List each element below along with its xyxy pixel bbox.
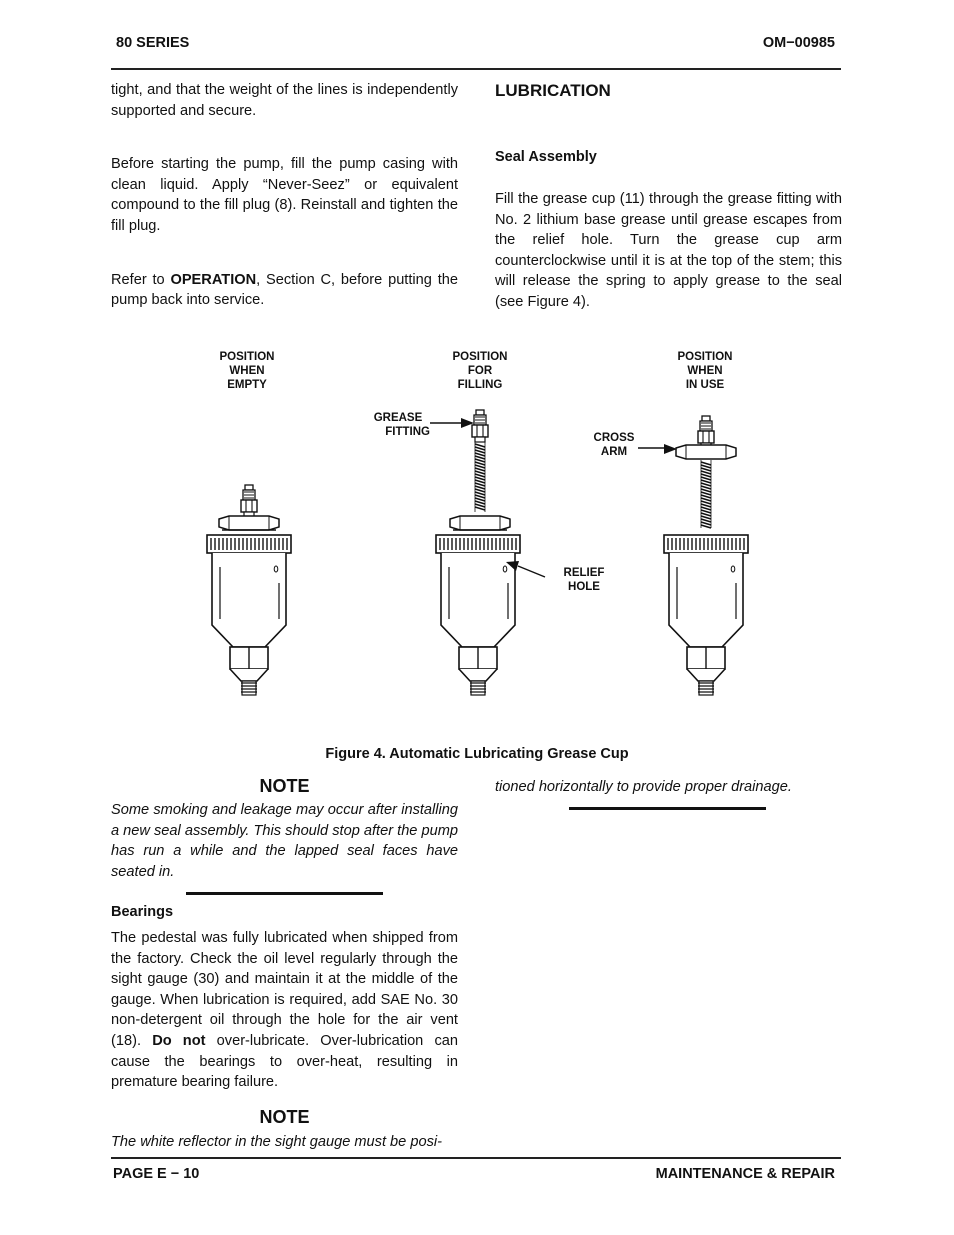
note-heading-1: NOTE — [259, 776, 310, 796]
stem-spring-in-use — [701, 462, 711, 528]
note-text-2-left: The white reflector in the sight gauge must be posi- — [111, 1134, 442, 1150]
label-position-in-use: POSITION WHEN IN USE — [677, 351, 733, 391]
paragraph-lines-support: tight, and that the weight of the lines is independently supported and secure. — [111, 82, 458, 119]
do-not-emphasis: Do not — [152, 1032, 206, 1049]
grease-cup-filling — [436, 410, 520, 695]
grease-cup-empty — [207, 485, 291, 695]
paragraph-refer-operation: Refer to OPERATION, Section C, before putting the pump back into service. — [111, 271, 458, 309]
grease-cup-in-use — [664, 416, 748, 695]
note-divider-2 — [569, 807, 766, 810]
note-heading-2: NOTE — [259, 1107, 310, 1127]
header-doc-number: OM−00985 — [762, 35, 835, 51]
note-text-1: Some smoking and leakage may occur after installing a new seal assembly. This should stop after the pump has run a while and the lapped seal faces have seated in. — [111, 802, 458, 880]
paragraph-bearings: The pedestal was fully lubricated when shipped from the factory. Check the oil level regularly through the sight gauge (30) and maintain it at the middle of the gauge. When lubrication is required, add SAE No. 30 non-detergent oil through the hole for the air vent (18). Do not over-lubricate. Over-lubrication can cause the bearings to over-heat, resulting in premature bearing failure. — [111, 930, 459, 1091]
paragraph-fill-casing: Before starting the pump, fill the pump casing with clean liquid. Apply “Never-Seez” or equivalent compound to the fill plug (8). Reinstall and tighten the fill plug. — [111, 156, 458, 234]
footer-page-number: PAGE E − 10 — [113, 1166, 200, 1182]
lubrication-heading: LUBRICATION — [495, 81, 611, 100]
label-cross-arm: CROSS ARM — [593, 432, 635, 458]
operation-reference: OPERATION — [170, 271, 257, 288]
header-series: 80 SERIES — [116, 35, 190, 51]
label-relief-hole: RELIEF HOLE — [563, 567, 605, 593]
footer-rule — [111, 1157, 841, 1159]
bearings-heading: Bearings — [111, 904, 174, 920]
footer-section: MAINTENANCE & REPAIR — [655, 1166, 835, 1182]
note-divider-1 — [186, 892, 383, 895]
figure-caption: Figure 4. Automatic Lubricating Grease Cup — [325, 746, 629, 762]
stem-spring-filling — [475, 444, 485, 510]
paragraph-grease-cup: Fill the grease cup (11) through the grease fitting with No. 2 lithium base grease until grease escapes from the relief hole. Turn the grease cup arm counterclockwise until it is at the top of the stem; this will release the spring to apply grease to the seal (see Figure 4). — [495, 191, 842, 310]
seal-assembly-heading: Seal Assembly — [495, 149, 597, 165]
arrow-grease-fitting — [430, 418, 474, 428]
label-grease-fitting: GREASE FITTING — [373, 412, 430, 438]
arrow-cross-arm — [638, 444, 677, 454]
label-position-empty: POSITION WHEN EMPTY — [219, 351, 275, 391]
label-position-filling: POSITION FOR FILLING — [452, 351, 508, 391]
note-text-2-right: tioned horizontally to provide proper drainage. — [495, 779, 792, 795]
